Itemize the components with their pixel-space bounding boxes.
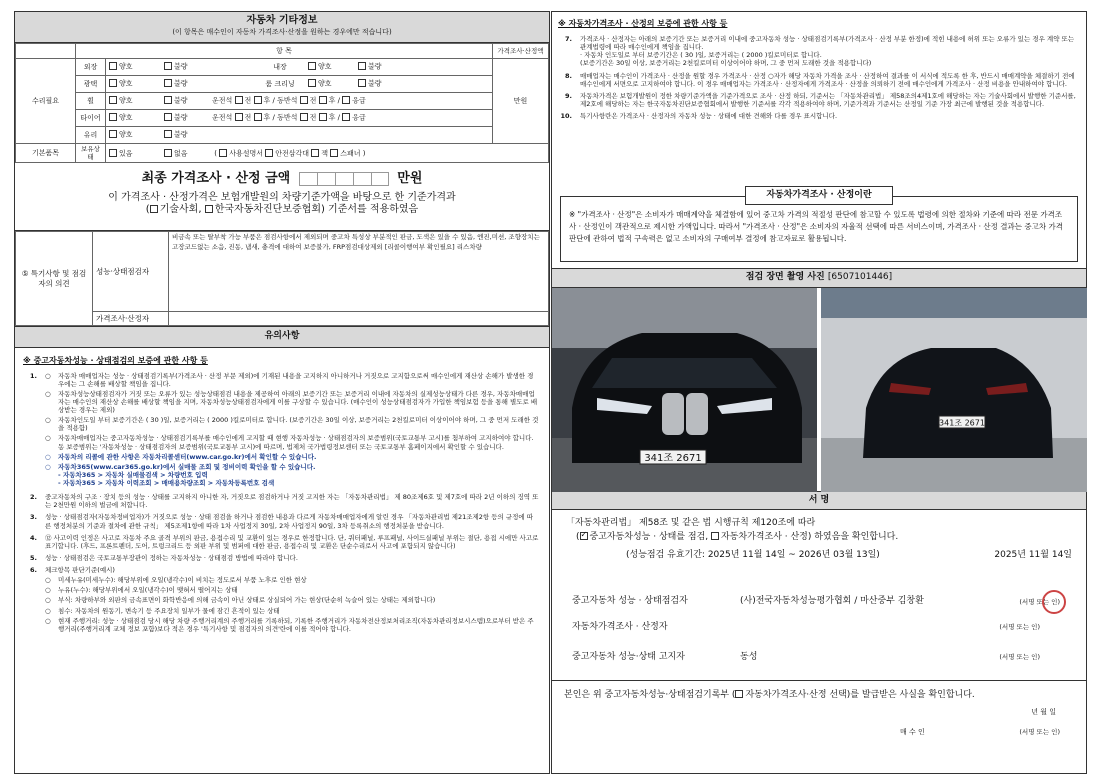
notice-item-6: 6. 체크항목 판단기준(예시) ○ 미세누유(미세누수): 해당부위에 오일(냉각수)이 비치는 정도로서 부품 노후로 인한 현상 ○ 누유(누수): 해당부위에서 오일(냉각수)이 맺혀서 떨어지는 상태 ○ 부식: 차량하부와 외판의 금속표면이 화학반응에 의해 금속이 아닌 상태로 상실되어 가는 현상(단순히 녹슬어 있는 상태는 제외합니다) ○ 침수: 자동차의 원동기, 변속기 등 주요장치 일부가 물에 잠긴 흔적이 있는 상태 ○ 현재 주행거리: 성능 · 상태점검 당시 해당 차량 주행거리계의 주행거리를 기록하되, 기록한 주행거리가 자동차전산정보처리조직(자동차관리정보시스템)으로부터 받은 주행거리(주행거리계 교체 정보 포함)보다 적은 경우 '특기사항 및 점검자의 의견'란에 이를 적어야 합니다. xyxy=(30,566,534,633)
row-glass: 양호 불량 xyxy=(106,127,493,144)
final-line1: 이 가격조사 · 산정가격은 보험개발원의 차량기준가액을 바탕으로 한 기준가격과 xyxy=(108,191,456,203)
col-price: 가격조사·산정액 xyxy=(493,44,549,59)
etc-title: 자동차 기타정보 xyxy=(246,15,318,26)
plate-rear: 341조 2671 xyxy=(939,418,985,427)
col-item: 항 목 xyxy=(76,44,493,59)
photo-header xyxy=(552,268,1086,287)
checkbox[interactable] xyxy=(319,96,327,104)
box-text: ※ "가격조사 · 산정"은 소비자가 매매계약을 체결함에 있어 중고차 가격의 적절성 판단에 참고할 수 있도록 법령에 의한 절차와 기준에 따라 전문 가격조사 · 산정인이 객관적으로 제시한 가액입니다. 따라서 "가격조사 · 산정"은 소비자의 자율적 선택에 따른 서비스이며, 가격조사 · 산정 결과는 중고차 가격판단에 관하여 법적 구속력은 없고 소비자의 구매여부 결정에 참고자료로 활용됩니다. xyxy=(560,196,1078,262)
perf-text: 비금속 또는 탈부착 가능 부품은 점검사항에서 제외되며 중고차 특성상 부분적인 판금, 도색은 있을 수 있음, 엔진,미션, 조향장치는 고장코드없는 소음, 진동, 냄새, 충격에 대하여 보증불가, FRP점검대상제외 [리콜이행여부 확인필요] 리스차량 xyxy=(169,232,549,312)
row-label: 휠 xyxy=(76,93,106,110)
sign-date: 2025년 11월 14일 xyxy=(994,549,1072,560)
notice-body xyxy=(15,348,549,635)
opinion-label: ⑤ 특기사항 및 점검자의 의견 xyxy=(16,232,93,326)
price-input[interactable] xyxy=(299,172,389,186)
valid-period: (성능점검 유효기간: 2025년 11월 14일 ~ 2026년 03월 13일) xyxy=(626,549,880,560)
final-line2: ( 기술사회, 한국자동차진단보증협회) 기준서를 적용하였음 xyxy=(145,204,419,215)
row-exterior: 양호 불량 내장 양호 불량 xyxy=(106,59,493,76)
price-guarantee xyxy=(552,12,1086,190)
checkbox[interactable] xyxy=(735,690,743,698)
photo-area xyxy=(552,288,1086,492)
sign-section xyxy=(552,510,1086,774)
notice-title: 유의사항 xyxy=(15,326,549,347)
checkbox[interactable] xyxy=(300,96,308,104)
checkbox[interactable] xyxy=(254,96,262,104)
notice-item-2: 2. 중고자동차의 구조 · 장치 등의 성능 · 상태를 고지하지 아니한 자, 거짓으로 점검하거나 거짓 고지한 자는 「자동차관리법」 제 80조제6호 및 제7호에 따라 2년 이하의 징역 또는 2천만원 이하의 벌금에 처합니다. xyxy=(30,493,539,510)
buyer-sign: (서명 또는 인) xyxy=(1019,727,1060,736)
box-title: 자동차가격조사 · 산정이란 xyxy=(745,186,892,205)
checkbox[interactable] xyxy=(265,149,273,157)
notice-item-1: 1. ○ 자동차 매매업자는 성능 · 상태점검기록부(가격조사 · 산정 부문 제외)에 기재된 내용을 고지하지 아니하거나 거짓으로 고지함으로써 매수인에게 재산상 손해가 발생한 경우에는 그 손해를 배상할 책임을 집니다. ○ 자동차성능상태점검자가 거짓 또는 오류가 있는 성능상태점검 내용을 제공하여 아래의 보증기간 또는 보증거리 이내에 자동차의 실제성능상태가 다른 경우, 자동차매매업자는 매수인의 재산상 손해를 배상할 책임을 지며, 자동차성능상태점검자에게 이를 구상할 수 있습니다. (매수인이 성능상태점검자가 가입한 책임보험 등을 통해 별도로 배상받는 경우는 제외) ○ 자동차인도일 부터 보증기간은 ( 30 )일, 보증거리는 ( 2000 )킬로미터로 합니다. (보증기간은 30일 이상, 보증거리는 2천킬로미터 이상이어야 하며, 그 중 먼저 도래한 것을 적용함) ○ 자동차매매업자는 중고자동차성능 · 상태점검기록부를 매수인에게 고지할 때 현행 자동차성능 · 상태점검자의 보증범위(국토교통부 고시)를 첨부하여 고지하여야 합니다. 동 보증범위는 '자동차성능 · 상태점검자의 보증범위(국토교통부 고시)에 따르며, 법제처 국가법령정보센터 또는 국토교통부 홈페이지에서 확인할 수 있습니다. ○ 자동차의 리콜에 관한 사항은 자동차리콜센터(www.car.go.kr)에서 확인할 수 있습니다. ○ 자동차365(www.car365.go.kr)에서 실매물 조회 및 정비이력 확인을 할 수 있습니다. - 자동차365 > 자동차 실매물검색 > 차량번호 입력 - 자동차365 > 자동차 이력조회 > 매매용차량조회 > 자동차등록번호 검색 xyxy=(30,371,539,487)
etc-header xyxy=(15,12,549,43)
checkbox[interactable] xyxy=(109,149,117,157)
checkbox[interactable] xyxy=(150,205,158,213)
row-label: 유리 xyxy=(76,127,106,144)
checkbox[interactable] xyxy=(254,113,262,121)
checkbox[interactable] xyxy=(300,113,308,121)
photo-title: 점검 장면 촬영 사진 xyxy=(745,272,825,283)
right-item-7: 7. 가격조사 · 산정자는 아래의 보증기간 또는 보증거리 이내에 중고자동차 성능 · 상태점검기록부(가격조사 · 산정 부분 한정)에 적힌 내용에 허위 또는 오류가 있는 경우 계약 또는 관계법령에 따라 매수인에게 책임을 집니다. · 자동차 인도일로 부터 보증기간은 ( 30 )일, 보증거리는 ( 2000 )킬로미터로 합니다. (보증기간은 30일 이상, 보증거리는 2천킬로미터 이상이어야 하며, 그 중 먼저 도래한 것을 적용합니다) xyxy=(565,35,1075,68)
notice-item-5: 5. 성능 · 상태점검은 국토교통부장관이 정하는 자동차성능 · 상태점검 방법에 따라야 합니다. xyxy=(30,553,298,562)
checkbox[interactable] xyxy=(330,149,338,157)
sign-line1: 「자동차관리법」 제58조 및 같은 법 시행규칙 제120조에 따라 xyxy=(566,517,816,528)
checkbox[interactable] xyxy=(109,130,117,138)
checkbox[interactable] xyxy=(164,130,172,138)
row-label: 타이어 xyxy=(76,110,106,127)
row-wheel: 양호 불량 운전석 전 후 / 동반석 전 후 / 응급 xyxy=(106,93,493,110)
checkbox-checked[interactable] xyxy=(580,532,588,540)
right-item-10: 10. 특기사항란은 가격조사 · 산정자의 자동차 성능 · 상태에 대한 견해와 다를 경우 표시합니다. xyxy=(560,112,838,120)
final-unit: 만원 xyxy=(397,171,423,187)
notice-item-3: 3. 성능 · 상태점검자(자동차정비업자)가 거짓으로 성능 · 상태 점검을 하거나 점검한 내용과 다르게 자동차매매업자에게 알린 경우 「자동차관리법 제21조제2항 등의 규정에 따른 행정처분의 기준과 절차에 관한 규칙」 제5조제1항에 따라 1차 사업정지 30일, 2차 사업정지 90일, 3차 등록취소의 행정처분을 받습니다. xyxy=(30,513,534,530)
checkbox[interactable] xyxy=(319,113,327,121)
sign-title: 서 명 xyxy=(552,492,1086,510)
right-item-9: 9. 자동차가격은 보험개발원이 정한 차량기준가액을 기준가격으로 조사 · 산정 하되, 기준서는 「자동차관리법」 제58조의4제1호에 해당하는 자는 기술사회에서 발행한 기준서를, 제2호에 해당하는 자는 한국자동차진단보증협회에서 발행한 기준서를 각각 적용하여야 하며, 기준가격과 기준서는 산정일 기준 가장 최근에 발행된 것을 적용합니다. xyxy=(565,91,1076,108)
notice-item-4: 4. ⑫ 사고이력 인정은 사고로 자동차 주요 골격 부위의 판금, 용접수리 및 교환이 있는 경우로 한정합니다. 단, 쿼터패널, 루프패널, 사이드실패널 부위는 절단, 용접 시에만 사고로 표기합니다. (후드, 프론트펜더, 도어, 트렁크리드 등 외판 부위 및 범퍼에 대한 판금, 용접수리 및 교환은 단순수리로서 사고에 포함되지 않습니다) xyxy=(30,533,539,550)
checkbox[interactable] xyxy=(235,113,243,121)
checkbox[interactable] xyxy=(205,205,213,213)
price-label: 가격조사·산정자 xyxy=(93,312,169,326)
checkbox[interactable] xyxy=(219,149,227,157)
car-rear-photo xyxy=(821,288,1087,492)
seal-icon xyxy=(1042,590,1066,614)
repair-label: 수리필요 xyxy=(16,59,76,144)
confirm-date: 년 월 일 xyxy=(1031,707,1056,716)
sign-row-inspector: 중고자동차 성능 · 상태점검자 (사)전국자동차성능평가협회 / 마산중부 김창환 (서명 또는 인) xyxy=(572,590,1066,614)
checkbox[interactable] xyxy=(164,62,172,70)
row-label: 외장 xyxy=(76,59,106,76)
checkbox[interactable] xyxy=(308,79,316,87)
price-unit: 만원 xyxy=(493,59,549,144)
opinion-table xyxy=(15,231,549,326)
checkbox[interactable] xyxy=(358,79,366,87)
car-front-photo xyxy=(552,288,817,492)
checkbox[interactable] xyxy=(164,113,172,121)
etc-table xyxy=(15,43,549,163)
checkbox[interactable] xyxy=(109,62,117,70)
row-basic: 있음 없음 ( 사용설명서 안전삼각대 잭 스패너 ) xyxy=(106,144,549,163)
checkbox[interactable] xyxy=(342,113,350,121)
checkbox[interactable] xyxy=(164,79,172,87)
row-gloss: 양호 불량 룸 크리닝 양호 불량 xyxy=(106,76,493,93)
checkbox[interactable] xyxy=(109,113,117,121)
right-item-8: 8. 매매업자는 매수인이 가격조사 · 산정을 원할 경우 가격조사 · 산정 ○자가 해당 자동차 가격을 조사 · 산정하여 결과를 이 서식에 적도록 한 후, 반드시 매매계약을 체결하기 전에 매수인에게 서면으로 고지하여야 합니다. 이 경우 매매업자는 가격조사 · 산정자에게 가격조사 · 산정을 의뢰하기 전에 매수인에게 가격조사 · 산정 비용을 안내하여야 합니다. xyxy=(565,71,1075,88)
photo-id: [6507101446] xyxy=(827,272,893,283)
row-label: 보유상태 xyxy=(76,144,106,163)
final-price-section xyxy=(15,163,549,231)
checkbox[interactable] xyxy=(109,96,117,104)
row-label: 광택 xyxy=(76,76,106,93)
buyer-label: 매 수 인 xyxy=(900,727,925,736)
final-title: 최종 가격조사 · 산정 금액 xyxy=(141,171,291,187)
checkbox[interactable] xyxy=(311,149,319,157)
basic-label: 기본품목 xyxy=(16,144,76,163)
checkbox[interactable] xyxy=(711,532,719,540)
confirm-text: 본인은 위 중고자동차성능·상태점검기록부 ( 자동차가격조사·산정 선택)를 발급받은 사실을 확인합니다. xyxy=(564,689,975,700)
plate-front: 341조 2671 xyxy=(644,452,702,464)
checkbox[interactable] xyxy=(342,96,350,104)
checkbox[interactable] xyxy=(235,96,243,104)
checkbox[interactable] xyxy=(358,62,366,70)
row-tire: 양호 불량 운전석 전 후 / 동반석 전 후 / 응급 xyxy=(106,110,493,127)
checkbox[interactable] xyxy=(109,79,117,87)
sign-row-price: 자동차가격조사 · 산정자 (서명 또는 인) xyxy=(572,621,1040,632)
perf-label: 성능·상태점검자 xyxy=(93,232,169,312)
checkbox[interactable] xyxy=(164,96,172,104)
checkbox[interactable] xyxy=(164,149,172,157)
right-head: ※ 자동차가격조사 · 산정의 보증에 관한 사항 등 xyxy=(558,19,728,28)
notice-head: ※ 중고자동차성능 · 상태점검의 보증에 관한 사항 등 xyxy=(23,355,208,365)
right-column xyxy=(551,11,1087,774)
left-column xyxy=(14,11,550,774)
sign-line2: (✓ 중고자동차성능 · 상태를 점검, 자동차가격조사 · 산정) 하였음을 확인합니다. xyxy=(576,532,898,543)
checkbox[interactable] xyxy=(308,62,316,70)
etc-subtitle: (이 항목은 매수인이 자동차 가격조사·산정을 원하는 경우에만 적습니다) xyxy=(172,27,392,36)
sign-row-notifier: 중고자동차 성능·상태 고지자 동성 (서명 또는 인) xyxy=(572,651,1040,662)
